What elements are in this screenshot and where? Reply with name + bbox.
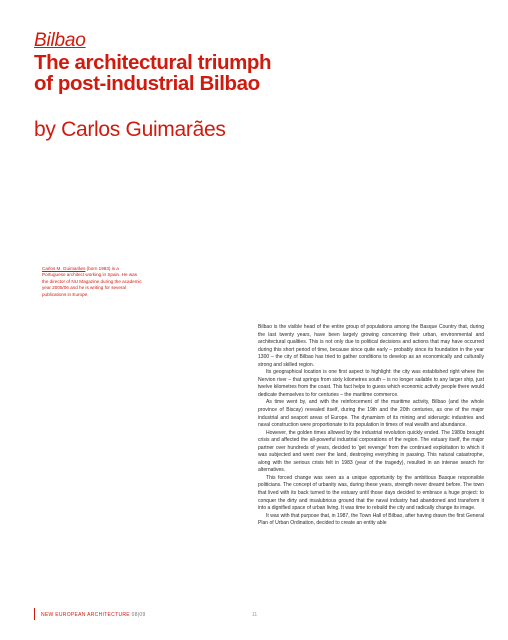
author-bio-name: Carlos M. Guimarães (42, 266, 86, 271)
footer-rule (34, 608, 35, 620)
body-paragraph-1: Bilbao is the visible head of the entire group of populations among the Basque Country that, during the last twenty years, have been largely growing concerning their urban, environmental and architectural qualities. This is not only due to political decisions and actions that may have occurred during this short period of time, because since quite early – probably since its foundation in the year 1300 – the city of Bilbao has tried to gather conditions to develop as an economically and culturally strong and skilled region. (258, 324, 484, 368)
footer-publication-name: NEW EUROPEAN ARCHITECTURE (41, 612, 130, 618)
body-paragraph-2: Its geographical location is one first aspect to highlight: the city was established right where the Nervion river – that springs from sixty kilometres south – is no longer sailable to any larger ship, just twelve kilometres from the coast. This fact helps to guess which economic activity people there would dedicate themselves to for centuries – the maritime commerce. (258, 369, 485, 398)
body-paragraph-6: It was with that purpose that, in 1987, the Town Hall of Bilbao, after having drawn the first General Plan of Urban Ordination, decided to create an entity able (258, 512, 484, 527)
article-title-line-2: of post-industrial Bilbao (34, 72, 260, 95)
body-paragraph-5: This forced change was seen as a unique opportunity by the ambitious Basque responsible politicians. The concept of urbanity was, during these years, strength never dreamt before. The town that lived with its back turned to the estuary until those days decided to embrace a huge project: to conquer the dirty and insalubrious ground that the naval industry had abandoned and transform it into a dignified space of urban living. It was time to rebuild the city and radically change its image. (258, 474, 484, 512)
footer-year: 08|09 (131, 612, 146, 618)
section-title: Bilbao (34, 30, 86, 51)
page-number: 11 (252, 612, 258, 618)
footer-publication (41, 612, 146, 618)
body-paragraph-4: However, the golden times allowed by the industrial revolution quickly ended. The 1980s brought crisis and affected the all-powerful industrial corporations of the region. The estuary itself, the major partner over hundreds of years, decided to 'get revenge' from the continued exploitation to which it was subjected and went over the land, destroying everything in passing. This natural catastrophe, along with the serious crisis felt in 1983 (year of the tragedy), resulted in an intense search for alternatives. (258, 429, 484, 474)
article-title-line-1: The architectural triumph (34, 51, 272, 74)
article-heading (34, 30, 474, 94)
author-bio-text: (born 1983) is a Portuguese architect working in Spain. He was the director of NU Magazine during the academic year 2005/06 and he is writing for several publications in Europe. (42, 266, 142, 297)
body-paragraph-3: As time went by, and with the reinforcement of the maritime activity, Bilbao (and the whole province of Biscay) revealed itself, during the 19th and the 20th centuries, as one of the major industrial and seaport areas of Europe. The dynamism of its mining and siderurgic industries and naval construction were proportionate to its population in times of real wealth and abundance. (258, 399, 484, 429)
article-body (258, 324, 484, 528)
author-bio (42, 266, 142, 298)
author-byline: by Carlos Guimarães (34, 118, 226, 141)
